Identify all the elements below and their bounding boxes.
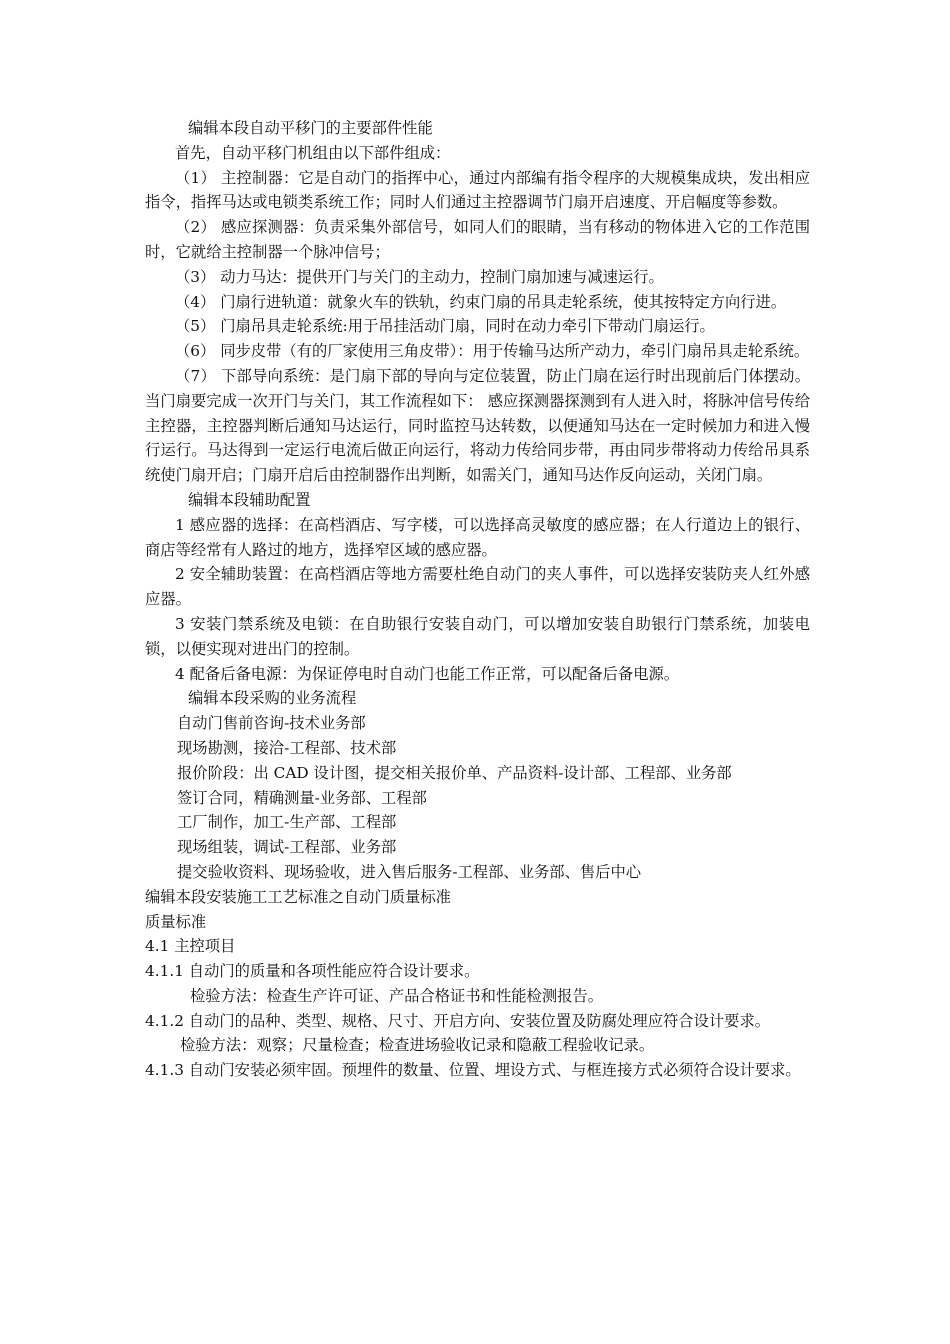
aux-item-2: 2 安全辅助装置：在高档酒店等地方需要杜绝自动门的夹人事件，可以选择安装防夹人红外感应器。 <box>145 565 810 609</box>
component-item-2: （2） 感应探测器：负责采集外部信号，如同人们的眼睛，当有移动的物体进入它的工作范围时，它就给主控制器一个脉冲信号； <box>145 218 810 261</box>
aux-item-4: 4 配备后备电源：为保证停电时自动门也能工作正常，可以配备后备电源。 <box>175 664 680 683</box>
item-4-1-3: 4.1.3 自动门安装必须牢固。预埋件的数量、位置、埋设方式、与框连接方式必须符合设计要求。 <box>145 1061 801 1080</box>
item-4-1-2-check: 检验方法：观察；尺量检查；检查进场验收记录和隐蔽工程验收记录。 <box>180 1036 655 1055</box>
process-step-4: 签订合同，精确测量-业务部、工程部 <box>177 788 427 807</box>
process-step-1: 自动门售前咨询-技术业务部 <box>177 714 366 733</box>
component-item-3: （3） 动力马达：提供开门与关门的主动力，控制门扇加速与减速运行。 <box>175 267 664 286</box>
components-intro: 首先，自动平移门机组由以下部件组成： <box>175 143 451 162</box>
process-step-3: 报价阶段：出 CAD 设计图，提交相关报价单、产品资料-设计部、工程部、业务部 <box>177 763 732 782</box>
component-item-7: （7） 下部导向系统：是门扇下部的导向与定位装置，防止门扇在运行时出现前后门体摆动。 当门扇要完成一次开门与关门，其工作流程如下： 感应探测器探测到有人进入时，将脉冲信号传给主控器，主控器判断后通知马达运行，同时监控马达转数，以便通知马达在一定时候加力和进入慢行运行。马达得到一定运行电流后做正向运行，将动力传给同步带，再由同步带将动力传给吊具系统使门扇开启；门扇开启后由控制器作出判断，如需关门，通知马达作反向运动，关闭门扇。 <box>145 366 810 485</box>
section-heading-quality: 编辑本段安装施工工艺标准之自动门质量标准 <box>145 887 451 906</box>
quality-subheading: 质量标准 <box>145 912 207 931</box>
item-4-1-1: 4.1.1 自动门的质量和各项性能应符合设计要求。 <box>145 962 480 981</box>
section-heading-process: 编辑本段采购的业务流程 <box>188 689 357 708</box>
section-heading-auxiliary: 编辑本段辅助配置 <box>188 490 311 509</box>
process-step-2: 现场勘测，接洽-工程部、技术部 <box>177 738 397 757</box>
component-item-1: （1） 主控制器：它是自动门的指挥中心，通过内部编有指令程序的大规模集成块，发出相应指令，指挥马达或电锁类系统工作；同时人们通过主控器调节门扇开启速度、开启幅度等参数。 <box>145 168 810 212</box>
component-item-6: （6） 同步皮带（有的厂家使用三角皮带）：用于传输马达所产动力，牵引门扇吊具走轮系统。 <box>175 342 810 361</box>
process-step-5: 工厂制作，加工-生产部、工程部 <box>177 813 397 832</box>
aux-item-3: 3 安装门禁系统及电锁：在自助银行安装自动门，可以增加安装自助银行门禁系统，加装电锁，以便实现对进出门的控制。 <box>145 614 810 658</box>
document-page <box>145 116 810 1083</box>
process-step-7: 提交验收资料、现场验收，进入售后服务-工程部、业务部、售后中心 <box>177 862 642 881</box>
aux-item-1: 1 感应器的选择：在高档酒店、写字楼，可以选择高灵敏度的感应器；在人行道边上的银行、商店等经常有人路过的地方，选择窄区域的感应器。 <box>145 515 810 559</box>
component-item-4: （4） 门扇行进轨道：就象火车的铁轨，约束门扇的吊具走轮系统，使其按特定方向行进。 <box>175 292 787 311</box>
item-4-1: 4.1 主控项目 <box>145 937 236 956</box>
item-4-1-1-check: 检验方法：检查生产许可证、产品合格证书和性能检测报告。 <box>190 986 604 1005</box>
item-4-1-2: 4.1.2 自动门的品种、类型、规格、尺寸、开启方向、安装位置及防腐处理应符合设计要求。 <box>145 1011 771 1030</box>
process-step-6: 现场组装，调试-工程部、业务部 <box>177 838 397 857</box>
component-item-5: （5） 门扇吊具走轮系统:用于吊挂活动门扇，同时在动力牵引下带动门扇运行。 <box>175 317 715 336</box>
section-heading-components: 编辑本段自动平移门的主要部件性能 <box>188 119 433 137</box>
